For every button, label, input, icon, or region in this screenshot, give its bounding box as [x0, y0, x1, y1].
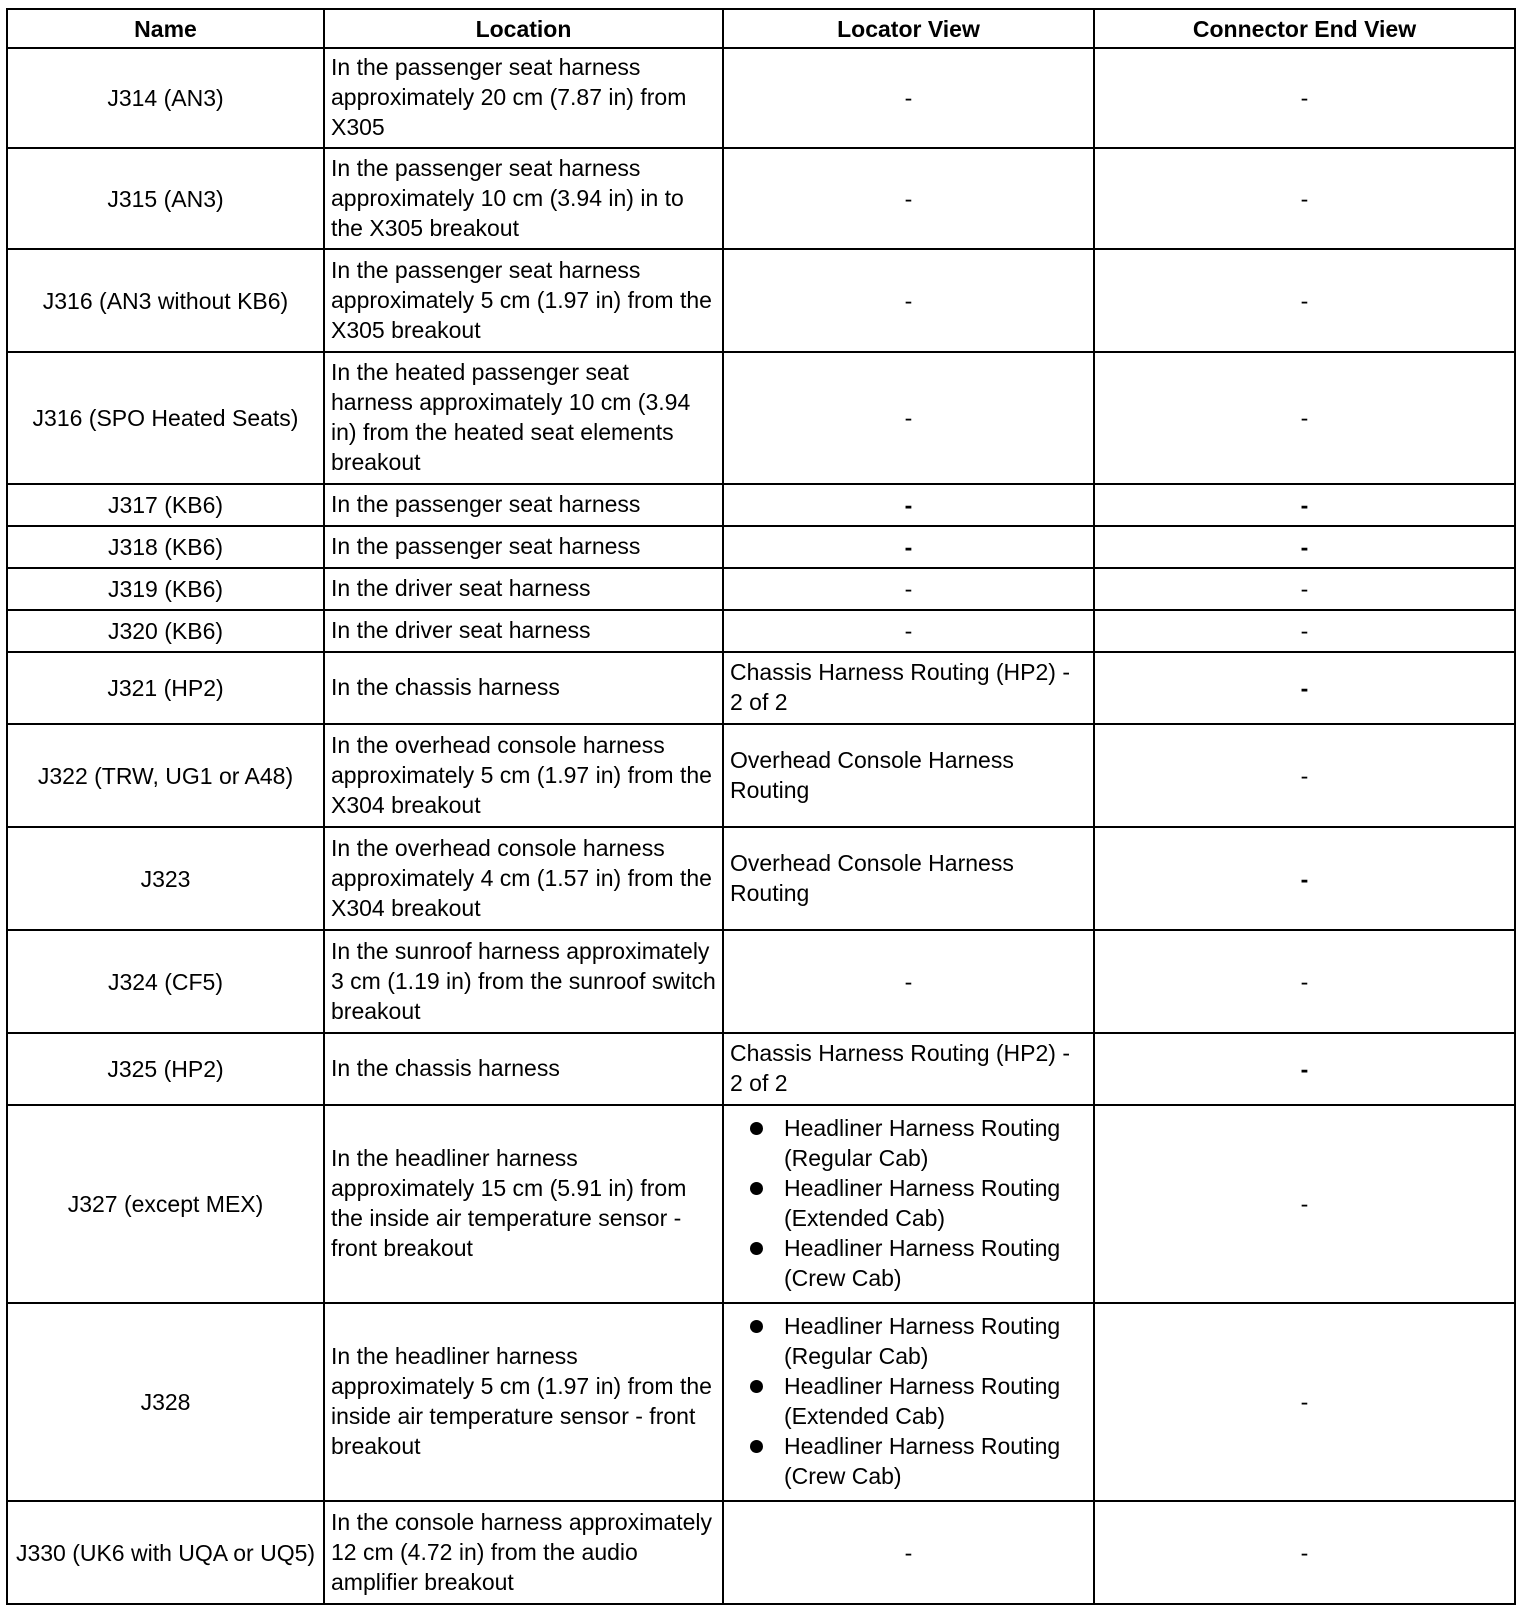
table-row [7, 352, 1515, 484]
cell-connector-end-view: - [1094, 1105, 1515, 1303]
cell-name: J317 (KB6) [7, 484, 324, 526]
cell-locator-view [723, 1105, 1094, 1303]
cell-name: J315 (AN3) [7, 148, 324, 249]
table-row [7, 652, 1515, 724]
cell-connector-end-view: - [1094, 148, 1515, 249]
table-row [7, 249, 1515, 352]
locator-view-list [730, 1311, 1087, 1491]
cell-location: In the headliner harness approximately 5 cm (1.97 in) from the inside air temperature sensor - front breakout [324, 1303, 723, 1501]
cell-connector-end-view: - [1094, 610, 1515, 652]
cell-connector-end-view: - [1094, 48, 1515, 148]
bullet-icon [750, 1122, 763, 1135]
cell-connector-end-view: - [1094, 352, 1515, 484]
cell-location: In the driver seat harness [324, 568, 723, 610]
cell-connector-end-view: - [1094, 827, 1515, 930]
cell-locator-view: - [723, 1501, 1094, 1604]
cell-location: In the passenger seat harness approximately 10 cm (3.94 in) in to the X305 breakout [324, 148, 723, 249]
cell-location: In the heated passenger seat harness approximately 10 cm (3.94 in) from the heated seat elements breakout [324, 352, 723, 484]
cell-locator-view: - [723, 930, 1094, 1033]
cell-name: J316 (AN3 without KB6) [7, 249, 324, 352]
header-locator-view: Locator View [723, 9, 1094, 48]
list-item-text: Headliner Harness Routing (Crew Cab) [784, 1433, 1061, 1489]
cell-connector-end-view: - [1094, 724, 1515, 827]
list-item [750, 1233, 1087, 1293]
cell-name: J319 (KB6) [7, 568, 324, 610]
table-row [7, 1303, 1515, 1501]
bullet-icon [750, 1242, 763, 1255]
cell-connector-end-view: - [1094, 1303, 1515, 1501]
cell-locator-view: Overhead Console Harness Routing [723, 827, 1094, 930]
cell-name: J325 (HP2) [7, 1033, 324, 1105]
cell-name: J314 (AN3) [7, 48, 324, 148]
cell-location: In the console harness approximately 12 cm (4.72 in) from the audio amplifier breakout [324, 1501, 723, 1604]
cell-location: In the passenger seat harness approximately 5 cm (1.97 in) from the X305 breakout [324, 249, 723, 352]
list-item-text: Headliner Harness Routing (Regular Cab) [784, 1115, 1061, 1171]
cell-location: In the sunroof harness approximately 3 cm (1.19 in) from the sunroof switch breakout [324, 930, 723, 1033]
list-item-text: Headliner Harness Routing (Crew Cab) [784, 1235, 1061, 1291]
cell-name: J318 (KB6) [7, 526, 324, 568]
header-name: Name [7, 9, 324, 48]
cell-connector-end-view: - [1094, 249, 1515, 352]
cell-connector-end-view: - [1094, 930, 1515, 1033]
cell-locator-view: - [723, 352, 1094, 484]
list-item [750, 1431, 1087, 1491]
cell-location: In the overhead console harness approximately 5 cm (1.97 in) from the X304 breakout [324, 724, 723, 827]
cell-connector-end-view: - [1094, 484, 1515, 526]
cell-locator-view: Overhead Console Harness Routing [723, 724, 1094, 827]
bullet-icon [750, 1320, 763, 1333]
document-page [6, 8, 1516, 1605]
cell-locator-view [723, 1303, 1094, 1501]
cell-name: J321 (HP2) [7, 652, 324, 724]
list-item-text: Headliner Harness Routing (Regular Cab) [784, 1313, 1061, 1369]
table-row [7, 1033, 1515, 1105]
cell-location: In the overhead console harness approximately 4 cm (1.57 in) from the X304 breakout [324, 827, 723, 930]
cell-connector-end-view: - [1094, 1501, 1515, 1604]
cell-location: In the chassis harness [324, 652, 723, 724]
table-row [7, 610, 1515, 652]
connector-table [6, 8, 1516, 1605]
cell-connector-end-view: - [1094, 568, 1515, 610]
list-item [750, 1113, 1087, 1173]
list-item-text: Headliner Harness Routing (Extended Cab) [784, 1373, 1061, 1429]
table-row [7, 48, 1515, 148]
cell-locator-view: - [723, 568, 1094, 610]
header-row [7, 9, 1515, 48]
table-row [7, 148, 1515, 249]
table-row [7, 526, 1515, 568]
cell-name: J324 (CF5) [7, 930, 324, 1033]
table-row [7, 724, 1515, 827]
cell-name: J322 (TRW, UG1 or A48) [7, 724, 324, 827]
cell-name: J327 (except MEX) [7, 1105, 324, 1303]
cell-connector-end-view: - [1094, 652, 1515, 724]
cell-location: In the driver seat harness [324, 610, 723, 652]
table-row [7, 827, 1515, 930]
cell-connector-end-view: - [1094, 1033, 1515, 1105]
cell-location: In the passenger seat harness [324, 484, 723, 526]
cell-name: J328 [7, 1303, 324, 1501]
cell-location: In the passenger seat harness approximately 20 cm (7.87 in) from X305 [324, 48, 723, 148]
cell-location: In the chassis harness [324, 1033, 723, 1105]
cell-location: In the passenger seat harness [324, 526, 723, 568]
header-location: Location [324, 9, 723, 48]
cell-locator-view: - [723, 148, 1094, 249]
table-row [7, 930, 1515, 1033]
cell-name: J323 [7, 827, 324, 930]
table-row [7, 1105, 1515, 1303]
locator-view-list [730, 1113, 1087, 1293]
cell-locator-view: Chassis Harness Routing (HP2) - 2 of 2 [723, 652, 1094, 724]
cell-locator-view: - [723, 48, 1094, 148]
cell-locator-view: - [723, 249, 1094, 352]
header-connector-end-view: Connector End View [1094, 9, 1515, 48]
list-item [750, 1311, 1087, 1371]
cell-name: J320 (KB6) [7, 610, 324, 652]
list-item-text: Headliner Harness Routing (Extended Cab) [784, 1175, 1061, 1231]
table-row [7, 568, 1515, 610]
cell-locator-view: - [723, 526, 1094, 568]
cell-connector-end-view: - [1094, 526, 1515, 568]
cell-name: J330 (UK6 with UQA or UQ5) [7, 1501, 324, 1604]
table-row [7, 1501, 1515, 1604]
bullet-icon [750, 1440, 763, 1453]
cell-name: J316 (SPO Heated Seats) [7, 352, 324, 484]
cell-locator-view: - [723, 484, 1094, 526]
cell-location: In the headliner harness approximately 15 cm (5.91 in) from the inside air temperature sensor - front breakout [324, 1105, 723, 1303]
bullet-icon [750, 1182, 763, 1195]
cell-locator-view: Chassis Harness Routing (HP2) - 2 of 2 [723, 1033, 1094, 1105]
table-row [7, 484, 1515, 526]
cell-locator-view: - [723, 610, 1094, 652]
list-item [750, 1371, 1087, 1431]
list-item [750, 1173, 1087, 1233]
bullet-icon [750, 1380, 763, 1393]
